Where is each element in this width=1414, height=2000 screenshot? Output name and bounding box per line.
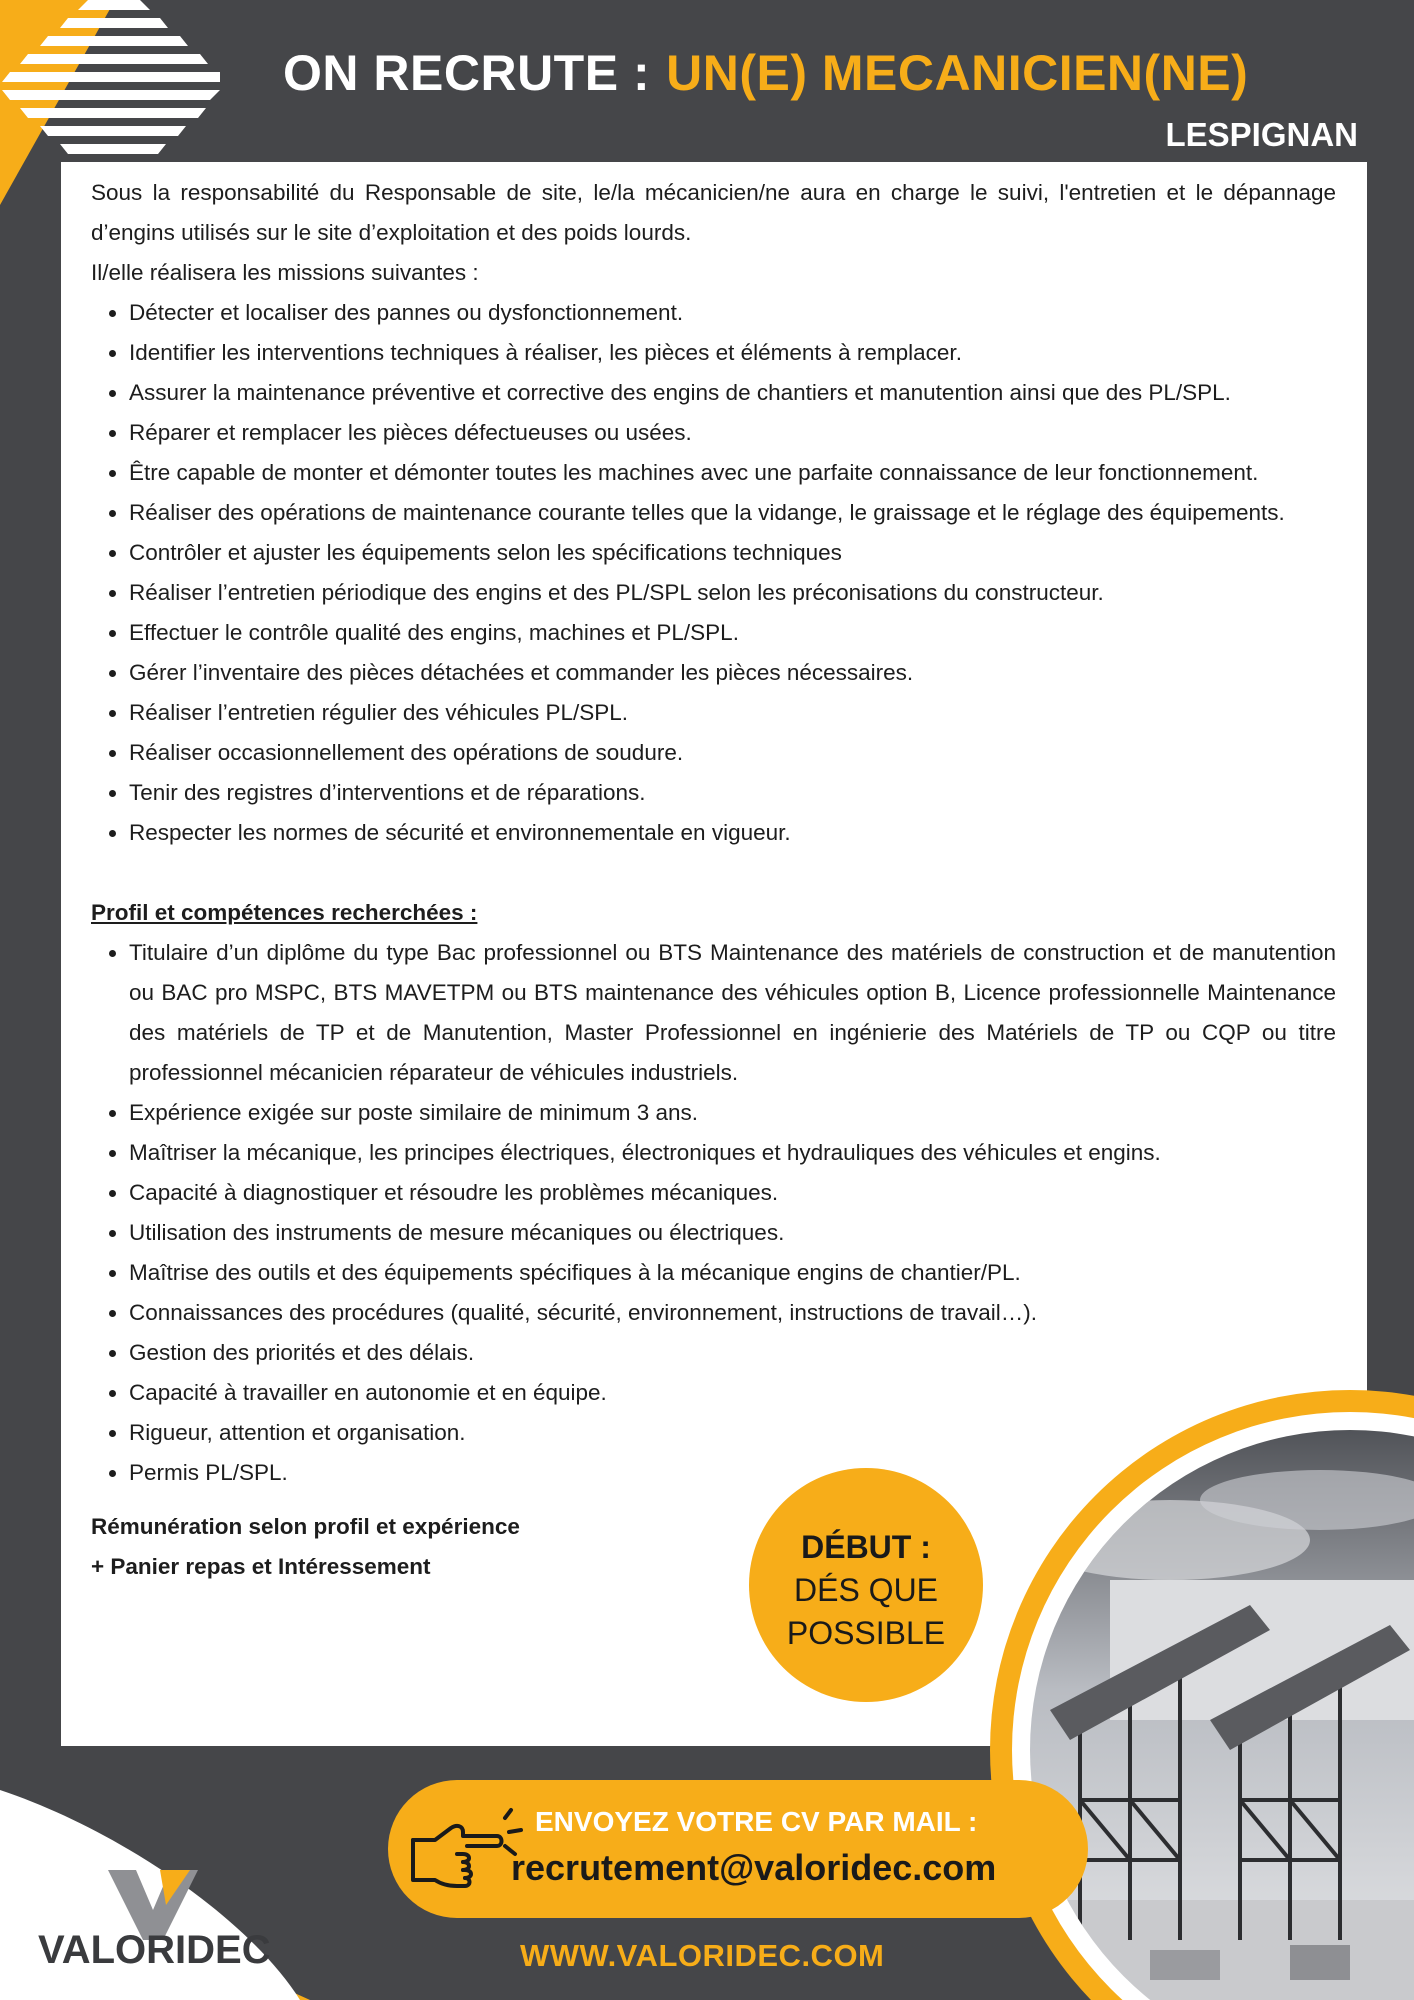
mission-item: • Réaliser occasionnellement des opérations de soudure. [129, 733, 1336, 773]
email-link[interactable]: recrutement@valoridec.com [511, 1847, 997, 1888]
job-description [91, 173, 1336, 1587]
website-link[interactable]: WWW.VALORIDEC.COM [520, 1938, 885, 1973]
profile-item: • Maîtriser la mécanique, les principes électriques, électroniques et hydrauliques des véhicules et engins. [129, 1133, 1336, 1173]
mission-item: • Contrôler et ajuster les équipements selon les spécifications techniques [129, 533, 1336, 573]
mission-item: • Réaliser l’entretien régulier des véhicules PL/SPL. [129, 693, 1336, 733]
profile-item: • Capacité à diagnostiquer et résoudre les problèmes mécaniques. [129, 1173, 1336, 1213]
title-prefix: ON RECRUTE : [283, 45, 651, 101]
mission-item: • Réaliser des opérations de maintenance courante telles que la vidange, le graissage et le réglage des équipements. [129, 493, 1336, 533]
mission-item: • Réparer et remplacer les pièces défectueuses ou usées. [129, 413, 1336, 453]
intro-paragraph: Sous la responsabilité du Responsable de site, le/la mécanicien/ne aura en charge le suivi, l'entretien et le dépannage d’engins utilisés sur le site d’exploitation et des poids lourds. [91, 180, 1336, 245]
profile-heading: Profil et compétences recherchées : [91, 900, 478, 925]
profile-list [91, 933, 1336, 1493]
missions-lead: Il/elle réalisera les missions suivantes : [91, 260, 479, 285]
start-label: DÉBUT : [801, 1529, 931, 1565]
mission-item: • Tenir des registres d’interventions et de réparations. [129, 773, 1336, 813]
mission-item: • Identifier les interventions techniques à réaliser, les pièces et éléments à remplacer. [129, 333, 1336, 373]
profile-item: • Maîtrise des outils et des équipements spécifiques à la mécanique engins de chantier/PL. [129, 1253, 1336, 1293]
compensation-line: Rémunération selon profil et expérience [91, 1514, 520, 1539]
profile-item: • Rigueur, attention et organisation. [129, 1413, 1336, 1453]
mission-item: • Détecter et localiser des pannes ou dysfonctionnement. [129, 293, 1336, 333]
profile-item: • Titulaire d’un diplôme du type Bac professionnel ou BTS Maintenance des matériels de construction et de manutention ou BAC pro MSPC, BTS MAVETPM ou BTS maintenance des véhicules option B, Licence professionnelle Maintenance des matériels de TP et de Manutention, Master Professionnel en ingénierie des Matériels de TP ou CQP ou titre professionnel mécanicien réparateur de véhicules industriels. [129, 933, 1336, 1093]
cta-label: ENVOYEZ VOTRE CV PAR MAIL : [535, 1806, 978, 1837]
profile-item: • Permis PL/SPL. [129, 1453, 1336, 1493]
profile-item: • Expérience exigée sur poste similaire de minimum 3 ans. [129, 1093, 1336, 1133]
start-value-line1: DÉS QUE [793, 1572, 939, 1608]
mission-item: • Être capable de monter et démonter toutes les machines avec une parfaite connaissance de leur fonctionnement. [129, 453, 1336, 493]
profile-item: • Utilisation des instruments de mesure mécaniques ou électriques. [129, 1213, 1336, 1253]
missions-list [91, 293, 1336, 853]
mission-item: • Respecter les normes de sécurité et environnementale en vigueur. [129, 813, 1336, 853]
mission-item: • Assurer la maintenance préventive et corrective des engins de chantiers et manutention ainsi que des PL/SPL. [129, 373, 1336, 413]
job-title: UN(E) MECANICIEN(NE) [666, 45, 1249, 101]
pointing-hand-icon [405, 1800, 525, 1900]
mission-item: • Réaliser l’entretien périodique des engins et des PL/SPL selon les préconisations du constructeur. [129, 573, 1336, 613]
mission-item: • Gérer l’inventaire des pièces détachées et commander les pièces nécessaires. [129, 653, 1336, 693]
profile-item: • Connaissances des procédures (qualité, sécurité, environnement, instructions de travail…). [129, 1293, 1336, 1333]
page-title [283, 44, 1248, 102]
job-location: LESPIGNAN [1165, 116, 1358, 153]
start-date-badge [749, 1468, 983, 1702]
start-value-line2: POSSIBLE [786, 1615, 946, 1651]
benefits-line: + Panier repas et Intéressement [91, 1554, 431, 1579]
profile-item: • Gestion des priorités et des délais. [129, 1333, 1336, 1373]
brand-name: VALORIDEC [38, 1928, 271, 1972]
profile-item: • Capacité à travailler en autonomie et en équipe. [129, 1373, 1336, 1413]
mission-item: • Effectuer le contrôle qualité des engins, machines et PL/SPL. [129, 613, 1336, 653]
